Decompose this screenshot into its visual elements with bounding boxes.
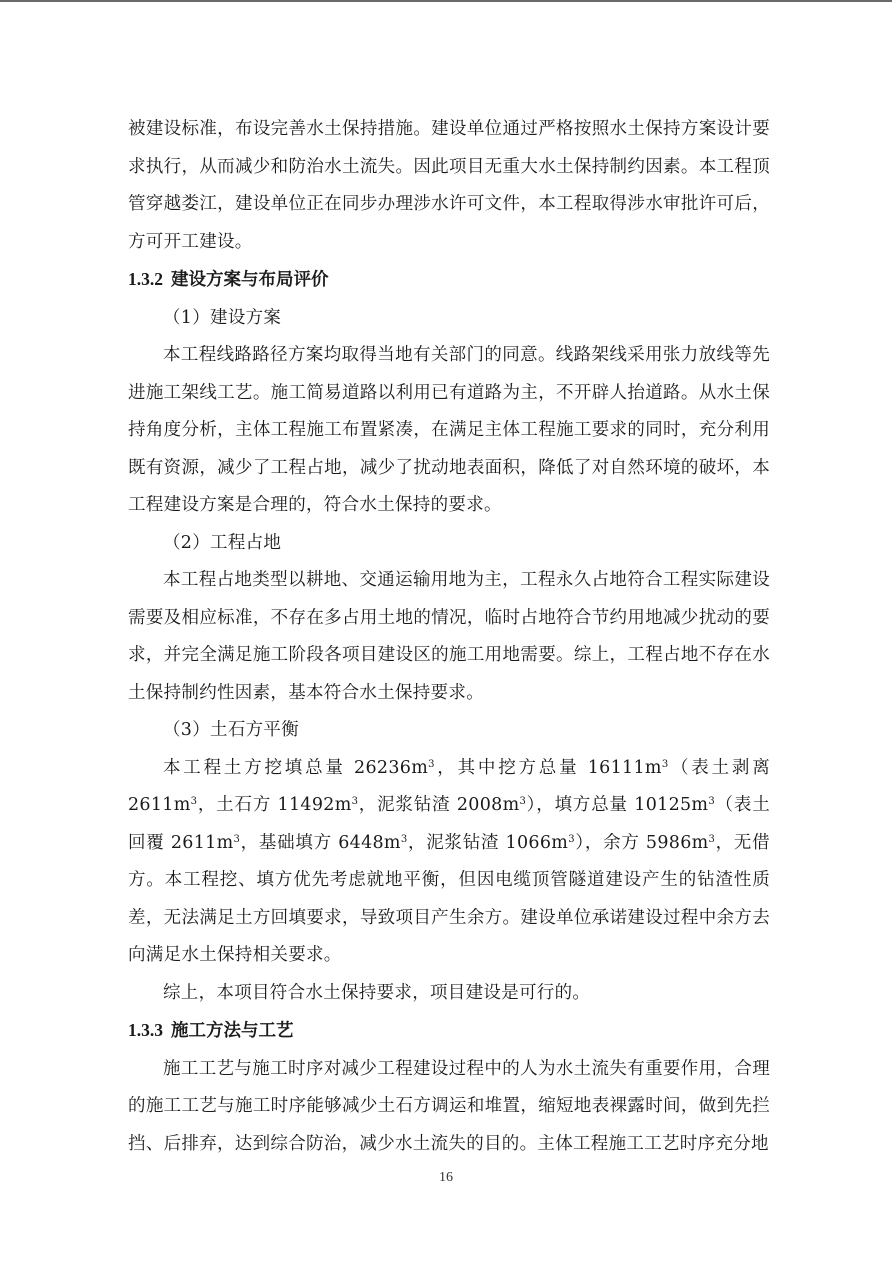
section-title: 施工方法与工艺 [171, 1021, 294, 1041]
superscript: 3 [661, 758, 669, 770]
page-body [128, 111, 770, 1163]
section-number: 1.3.2 [128, 269, 163, 289]
text-run: ，土石方 11492m [197, 795, 352, 815]
superscript: 3 [190, 796, 198, 807]
subheading-construction-plan: （1）建设方案 [163, 307, 282, 328]
superscript: 3 [400, 833, 408, 845]
superscript: 3 [708, 796, 716, 807]
page-number: 16 [439, 1170, 453, 1185]
superscript: 3 [519, 796, 527, 807]
paragraph-conclusion: 综上，本项目符合水土保持要求，项目建设是可行的。 [163, 982, 591, 1003]
superscript: 3 [233, 833, 241, 845]
superscript: 3 [428, 758, 435, 770]
paragraph-land-occupation: 本工程占地类型以耕地、交通运输用地为主，工程永久占地符合工程实际建设需要及相应标准，不存在多占用土地的情况，临时占地符合节约用地减少扰动的要求，并完全满足施工阶段各项目建设区的施工用地需要。综上，工程占地不存在水土保持制约性因素，基本符合水土保持要求。 [128, 570, 770, 703]
superscript: 3 [568, 833, 575, 845]
text-run: ，泥浆钻渣 2008m [358, 795, 520, 815]
section-title: 建设方案与布局评价 [171, 270, 329, 290]
paragraph-earthwork-balance [128, 750, 770, 975]
text-run: ，基础填方 6448m [240, 832, 401, 853]
header-rule [0, 0, 892, 2]
text-run: 本工程土方挖填总量 26236m [163, 757, 429, 778]
superscript: 3 [351, 796, 359, 807]
section-heading-1-3-3 [128, 1012, 770, 1051]
subheading-land-occupation: （2）工程占地 [163, 532, 282, 553]
superscript: 3 [708, 833, 716, 845]
text-run: （表土回覆 2611m [128, 795, 770, 853]
text-run: ，泥浆钻渣 1066m [407, 832, 569, 853]
text-run: ），余方 5986m [574, 832, 709, 853]
paragraph-continuation: 被建设标准，布设完善水土保持措施。建设单位通过严格按照水土保持方案设计要求执行，从而减少和防治水土流失。因此项目无重大水土保持制约因素。本工程顶管穿越娄江，建设单位正在同步办理涉水许可文件，本工程取得涉水审批许可后，方可开工建设。 [128, 119, 770, 252]
section-heading-1-3-2 [128, 261, 770, 300]
subheading-earthwork-balance: （3）土石方平衡 [163, 720, 300, 740]
text-run: （表土剥离 2611m [128, 757, 770, 815]
section-number: 1.3.3 [128, 1020, 163, 1040]
text-run: ），填方总量 10125m [526, 795, 709, 815]
paragraph-construction-plan: 本工程线路路径方案均取得当地有关部门的同意。线路架线采用张力放线等先进施工架线工艺。施工简易道路以利用已有道路为主，不开辟人抬道路。从水土保持角度分析，主体工程施工布置紧凑，在满足主体工程施工要求的同时，充分利用既有资源，减少了工程占地，减少了扰动地表面积，降低了对自然环境的破坏，本工程建设方案是合理的，符合水土保持的要求。 [128, 345, 770, 515]
text-run: ，无借方。本工程挖、填方优先考虑就地平衡，但因电缆顶管隧道建设产生的钻渣性质差，无法满足土方回填要求，导致项目产生余方。建设单位承诺建设过程中余方去向满足水土保持相关要求。 [128, 832, 770, 965]
paragraph-construction-method: 施工工艺与施工时序对减少工程建设过程中的人为水土流失有重要作用，合理的施工工艺与施工时序能够减少土石方调运和堆置，缩短地表裸露时间，做到先拦挡、后排弃，达到综合防治，减少水土流失的目的。主体工程施工工艺时序充分地 [128, 1058, 770, 1154]
text-run: ，其中挖方总量 16111m [434, 757, 662, 778]
